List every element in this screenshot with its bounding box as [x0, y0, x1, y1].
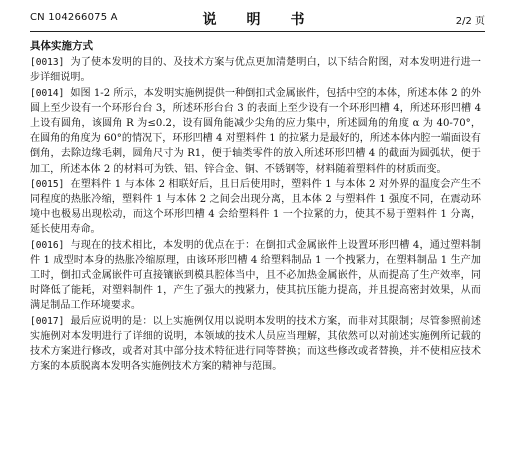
paragraph — [30, 86, 481, 177]
patent-number: CN 104266075 A — [30, 12, 118, 23]
paragraph-text: 与现在的技术相比，本发明的优点在于：在倒扣式金属嵌件上设置环形凹槽 4，通过塑料制件 1 成型时本身的热胀冷缩原理，由该环形凹槽 4 给塑料制品 1 一个拽紧力，在塑料制品 1 生产加工时，倒扣式金属嵌件可直接镶嵌到模具腔体当中，且不必加热金属嵌件，从而提高了生产效率，同时降低了能耗，对塑料制件 1，产生了强大的拽紧力，使其抗压能力提高，并且提高密封效果，从而满足制品工作环境要求。 — [30, 239, 481, 312]
paragraph-text: 在塑料件 1 与本体 2 相联好后，且日后使用时，塑料件 1 与本体 2 对外界的温度会产生不同程度的热胀冷缩，塑料件 1 与本体 2 之间会出现分离，且本体 2 与塑料件 1 强度不同，在震动环境中也极易出现松动，而这个环形凹槽 4 会给塑料件 1 一个拉紧的力，使其不易于塑料件 1 分离，延长使用寿命。 — [30, 178, 481, 236]
paragraph — [30, 314, 481, 375]
page-indicator: 2/2 页 — [455, 16, 485, 27]
paragraph-text: 最后应说明的是：以上实施例仅用以说明本发明的技术方案，而非对其限制；尽管参照前述实施例对本发明进行了详细的说明，本领域的技术人员应当理解，其依然可以对前述实施例所记载的技术方案进行修改，或者对其中部分技术特征进行同等替换；而这些修改或者替换，并不使相应技术方案的本质脱离本发明各实施例技术方案的精神与范围。 — [30, 315, 481, 373]
paragraph-number: [0016] — [30, 239, 65, 251]
paragraph-number: [0014] — [30, 87, 65, 99]
paragraph-text: 为了使本发明的目的、及技术方案与优点更加清楚明白，以下结合附图，对本发明进行进一步详细说明。 — [30, 57, 481, 84]
paragraph-number: [0015] — [30, 178, 65, 190]
section-title: 具体实施方式 — [30, 40, 93, 52]
page-header — [30, 8, 485, 28]
paragraph-number: [0013] — [30, 57, 65, 69]
paragraph — [30, 55, 481, 85]
paragraph-number: [0017] — [30, 315, 65, 327]
document-type-title: 说 明 书 — [202, 12, 313, 28]
paragraph — [30, 238, 481, 314]
paragraph-text: 如图 1-2 所示，本发明实施例提供一种倒扣式金属嵌件，包括中空的本体，所述本体 2 的外圆上至少设有一个环形台台 3，所述环形台台 3 的表面上至少设有一个环形凹槽 4，所述环形凹槽 4 上设有圆角，该圆角 R 为≤0.2，设有圆角能减少尖角的应力集中，所述圆角的角度 α 为 40-70°，在圆角的角度为 60°的情况下，环形凹槽 4 对塑料件 1 的拉紧力是最好的，所述本体内腔一端面设有倒角，去除边缘毛刺，圆角尺寸为 R1，便于轴类零件的放入所述环形凹槽 4 的截面为圆弧状，便于加工，所述本体 2 的材料可为铁、铝、锌合金、铜、不锈钢等，材料随着塑料件的材质而变。 — [30, 87, 481, 175]
paragraph — [30, 177, 481, 238]
document-body — [30, 38, 481, 374]
header-divider — [30, 31, 485, 32]
